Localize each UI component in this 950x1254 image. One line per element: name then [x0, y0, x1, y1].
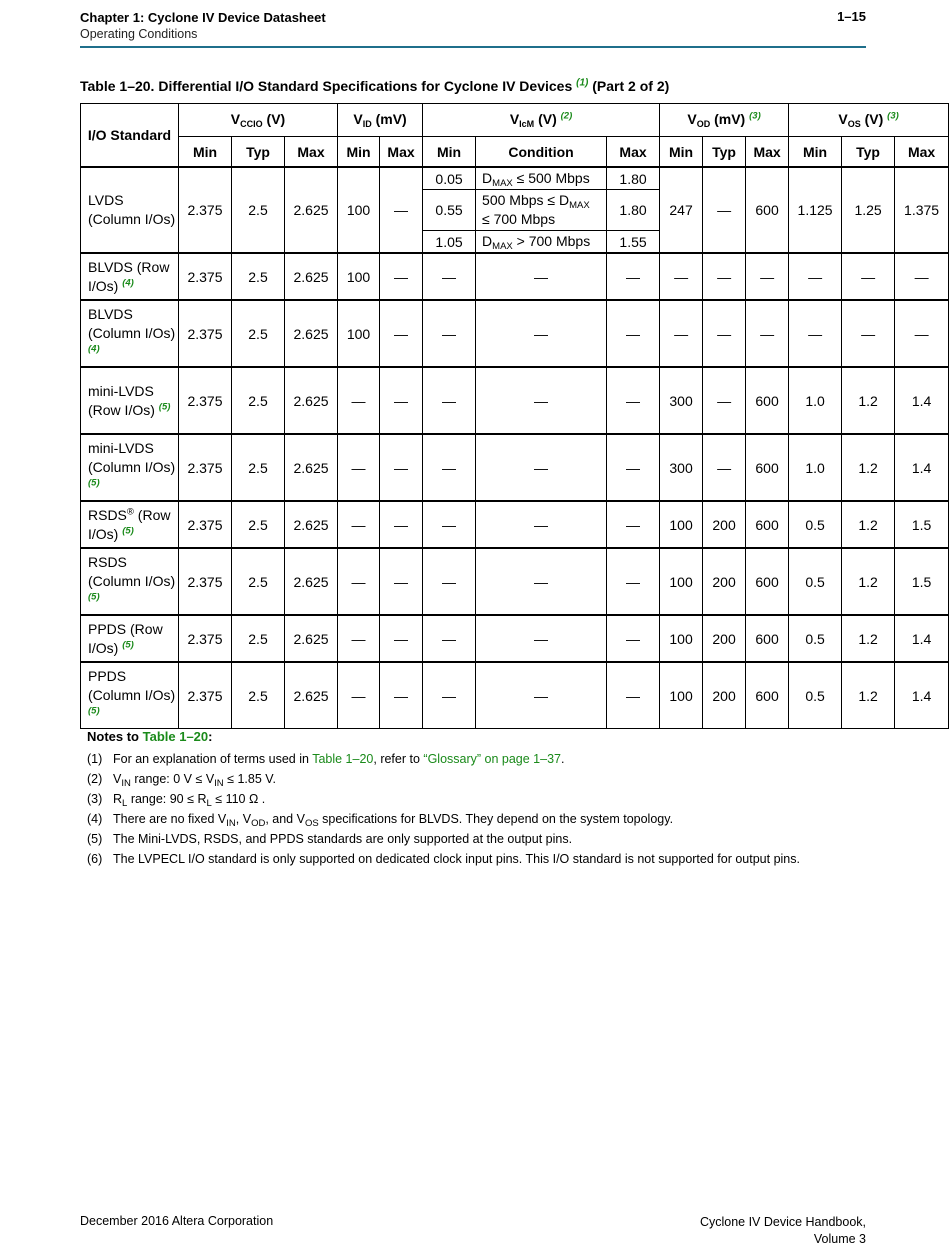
value-cell: 2.625 — [285, 253, 338, 300]
value-cell: — — [423, 253, 476, 300]
note-4: (4) There are no fixed $V_{IN}$, $V_{OD}$, and $V_{OS}$ specifications for BLVDS. They depend on the system topology. — [87, 812, 674, 829]
value-cell: — — [380, 662, 423, 729]
value-cell: — — [842, 300, 895, 367]
value-cell: 1.2 — [842, 615, 895, 662]
value-cell: — — [423, 501, 476, 548]
value-cell: 2.625 — [285, 367, 338, 434]
section-title: Operating Conditions — [80, 27, 198, 41]
sub-max: Max — [895, 137, 949, 168]
table-notes — [87, 729, 887, 869]
value-cell: 0.5 — [789, 662, 842, 729]
value-cell: — — [476, 548, 607, 615]
value-cell: — — [380, 501, 423, 548]
col-vid: $V_{ID}$ (mV) — [338, 104, 423, 137]
value-cell: — — [895, 253, 949, 300]
value-cell: 1.4 — [895, 434, 949, 501]
value-cell: 2.5 — [232, 167, 285, 253]
page-header — [80, 9, 326, 43]
value-cell: 600 — [746, 367, 789, 434]
value-cell: 1.375 — [895, 167, 949, 253]
value-cell: 1.25 — [842, 167, 895, 253]
table-row — [81, 501, 949, 548]
value-cell: 1.2 — [842, 367, 895, 434]
row-note-ref[interactable]: (4) — [88, 343, 100, 355]
value-cell: 1.4 — [895, 662, 949, 729]
value-cell: — — [607, 501, 660, 548]
io-standard-cell: PPDS (Row I/Os) $^{(5)}$ — [81, 615, 179, 662]
value-cell: 1.0 — [789, 367, 842, 434]
value-cell: 2.375 — [179, 300, 232, 367]
table-row-lvds — [81, 167, 949, 190]
value-cell: 2.375 — [179, 662, 232, 729]
note-6: (6) The LVPECL I/O standard is only supported on dedicated clock input pins. This I/O standard is not supported for output pins. — [87, 852, 800, 866]
value-cell: 247 — [660, 167, 703, 253]
value-cell: 1.5 — [895, 548, 949, 615]
value-cell: — — [842, 253, 895, 300]
value-cell: — — [607, 300, 660, 367]
note-1: (1) For an explanation of terms used in Table 1–20, refer to “Glossary” on page 1–37. — [87, 752, 565, 766]
value-cell: 1.2 — [842, 501, 895, 548]
value-cell: — — [338, 434, 380, 501]
value-cell: 2.5 — [232, 615, 285, 662]
row-note-ref[interactable]: (5) — [88, 591, 100, 603]
value-cell: — — [338, 501, 380, 548]
value-cell: 2.625 — [285, 615, 338, 662]
value-cell: 0.5 — [789, 548, 842, 615]
table-row — [81, 300, 949, 367]
value-cell: 2.375 — [179, 615, 232, 662]
col-vos: $V_{OS}$ (V) $^{(3)}$ — [789, 104, 949, 137]
value-cell: 2.5 — [232, 253, 285, 300]
value-cell: 2.625 — [285, 300, 338, 367]
value-cell: — — [476, 253, 607, 300]
value-cell: — — [895, 300, 949, 367]
value-cell: 2.375 — [179, 434, 232, 501]
footer-date: December 2016 Altera Corporation — [80, 1214, 274, 1228]
io-standard-cell: mini-LVDS (Column I/Os) $^{(5)}$ — [81, 434, 179, 501]
value-cell: 2.5 — [232, 662, 285, 729]
value-cell: — — [476, 367, 607, 434]
io-standard-cell: BLVDS (Row I/Os) $^{(4)}$ — [81, 253, 179, 300]
value-cell: — — [380, 434, 423, 501]
value-cell: — — [380, 615, 423, 662]
row-note-ref[interactable]: (5) — [122, 524, 134, 536]
value-cell: 600 — [746, 434, 789, 501]
value-cell: — — [660, 253, 703, 300]
value-cell: 1.2 — [842, 548, 895, 615]
glossary-link[interactable]: “Glossary” on page 1–37 — [423, 752, 561, 766]
value-cell: 2.375 — [179, 548, 232, 615]
value-cell: 2.625 — [285, 662, 338, 729]
vod-note-ref[interactable]: (3) — [749, 110, 761, 122]
sub-typ: Typ — [842, 137, 895, 168]
value-cell: — — [789, 300, 842, 367]
value-cell: — — [607, 434, 660, 501]
value-cell: 600 — [746, 167, 789, 253]
spec-table — [80, 103, 949, 729]
value-cell: — — [607, 615, 660, 662]
value-cell: 2.5 — [232, 300, 285, 367]
value-cell: 1.125 — [789, 167, 842, 253]
value-cell: 200 — [703, 501, 746, 548]
value-cell: 300 — [660, 367, 703, 434]
value-cell: 2.625 — [285, 501, 338, 548]
sub-min: Min — [789, 137, 842, 168]
sub-max: Max — [746, 137, 789, 168]
sub-min: Min — [660, 137, 703, 168]
value-cell: — — [380, 548, 423, 615]
caption-part: (Part 2 of 2) — [592, 78, 670, 94]
value-cell: 2.5 — [232, 434, 285, 501]
sub-max: Max — [285, 137, 338, 168]
value-cell: 200 — [703, 662, 746, 729]
value-cell: — — [423, 300, 476, 367]
value-cell: — — [607, 662, 660, 729]
value-cell: 200 — [703, 615, 746, 662]
row-note-ref[interactable]: (5) — [88, 477, 100, 489]
value-cell: — — [703, 434, 746, 501]
value-cell: 100 — [338, 253, 380, 300]
value-cell: — — [380, 300, 423, 367]
value-cell: 0.5 — [789, 501, 842, 548]
value-cell: — — [607, 548, 660, 615]
note-2: (2) $V_{IN}$ range: 0 $V \le V_{IN} \le 1.85$ V. — [87, 772, 276, 789]
value-cell: — — [607, 253, 660, 300]
value-cell: 2.375 — [179, 501, 232, 548]
value-cell: 100 — [660, 662, 703, 729]
value-cell: — — [423, 615, 476, 662]
value-cell: 2.5 — [232, 548, 285, 615]
value-cell: — — [703, 367, 746, 434]
col-vccio: $V_{CCIO}$ (V) — [179, 104, 338, 137]
sub-min: Min — [423, 137, 476, 168]
col-io-standard: I/O Standard — [81, 104, 179, 168]
value-cell: 2.375 — [179, 367, 232, 434]
chapter-title: Chapter 1: Cyclone IV Device Datasheet — [80, 10, 326, 25]
value-cell: 100 — [660, 501, 703, 548]
value-cell: — — [660, 300, 703, 367]
condition-cell: $D_{MAX} > 700$ Mbps — [476, 231, 607, 254]
value-cell: 100 — [338, 300, 380, 367]
value-cell: — — [746, 300, 789, 367]
sub-max: Max — [607, 137, 660, 168]
value-cell: — — [476, 615, 607, 662]
value-cell: 1.80 — [607, 190, 660, 231]
value-cell: — — [703, 300, 746, 367]
note-5: (5) The Mini-LVDS, RSDS, and PPDS standards are only supported at the output pins. — [87, 832, 573, 846]
header-rule — [80, 46, 866, 48]
value-cell: 600 — [746, 501, 789, 548]
value-cell: — — [380, 367, 423, 434]
value-cell: 600 — [746, 548, 789, 615]
table-row — [81, 367, 949, 434]
value-cell: — — [703, 253, 746, 300]
value-cell: 100 — [660, 548, 703, 615]
page-number: 1–15 — [837, 9, 866, 24]
value-cell: — — [476, 662, 607, 729]
value-cell: 0.5 — [789, 615, 842, 662]
table-row — [81, 253, 949, 300]
value-cell: 1.2 — [842, 662, 895, 729]
io-standard-cell: mini-LVDS (Row I/Os) $^{(5)}$ — [81, 367, 179, 434]
row-note-ref[interactable]: (4) — [122, 276, 134, 288]
sub-min: Min — [179, 137, 232, 168]
value-cell: — — [423, 548, 476, 615]
io-standard-cell: RSDS® (Row I/Os) $^{(5)}$ — [81, 501, 179, 548]
value-cell: — — [789, 253, 842, 300]
condition-cell: 500 Mbps ≤ $D_{MAX}$ ≤ 700 Mbps — [476, 190, 607, 231]
value-cell: 2.5 — [232, 367, 285, 434]
table-row — [81, 548, 949, 615]
value-cell: 1.0 — [789, 434, 842, 501]
value-cell: 2.625 — [285, 548, 338, 615]
value-cell: 300 — [660, 434, 703, 501]
sub-typ: Typ — [232, 137, 285, 168]
caption-note-ref[interactable]: (1) — [576, 77, 589, 89]
value-cell: 1.4 — [895, 615, 949, 662]
value-cell: 200 — [703, 548, 746, 615]
value-cell: — — [476, 300, 607, 367]
caption-title: Table 1–20. Differential I/O Standard Specifications for Cyclone IV Devices — [80, 78, 573, 94]
value-cell: — — [338, 548, 380, 615]
vos-note-ref[interactable]: (3) — [887, 110, 899, 122]
value-cell: — — [338, 367, 380, 434]
io-standard-cell: RSDS (Column I/Os) $^{(5)}$ — [81, 548, 179, 615]
table-link[interactable]: Table 1–20 — [142, 729, 209, 744]
value-cell: 2.625 — [285, 434, 338, 501]
value-cell: 600 — [746, 615, 789, 662]
value-cell: 2.375 — [179, 167, 232, 253]
value-cell: 1.55 — [607, 231, 660, 254]
table-link[interactable]: Table 1–20 — [312, 752, 374, 766]
value-cell: 100 — [660, 615, 703, 662]
value-cell: 2.625 — [285, 167, 338, 253]
row-note-ref[interactable]: (5) — [158, 400, 171, 412]
value-cell: 600 — [746, 662, 789, 729]
value-cell: 2.5 — [232, 501, 285, 548]
table-row — [81, 662, 949, 729]
value-cell: — — [476, 434, 607, 501]
value-cell: — — [380, 253, 423, 300]
value-cell: 0.05 — [423, 167, 476, 190]
value-cell: — — [423, 367, 476, 434]
table-row — [81, 615, 949, 662]
value-cell: 1.5 — [895, 501, 949, 548]
io-standard-cell: PPDS (Column I/Os) $^{(5)}$ — [81, 662, 179, 729]
value-cell: 1.80 — [607, 167, 660, 190]
footer-handbook: Cyclone IV Device Handbook, Volume 3 — [699, 1215, 866, 1246]
row-note-ref[interactable]: (5) — [122, 638, 134, 650]
value-cell: — — [746, 253, 789, 300]
value-cell: 1.05 — [423, 231, 476, 254]
condition-cell: $D_{MAX} \le 500$ Mbps — [476, 167, 607, 190]
value-cell: 0.55 — [423, 190, 476, 231]
table-row — [81, 434, 949, 501]
sub-typ: Typ — [703, 137, 746, 168]
value-cell: — — [607, 367, 660, 434]
value-cell: — — [476, 501, 607, 548]
io-standard-cell: BLVDS (Column I/Os) $^{(4)}$ — [81, 300, 179, 367]
row-note-ref[interactable]: (5) — [88, 705, 100, 717]
value-cell: — — [338, 662, 380, 729]
col-vod: $V_{OD}$ (mV) $^{(3)}$ — [660, 104, 789, 137]
value-cell: 1.2 — [842, 434, 895, 501]
value-cell: — — [380, 167, 423, 253]
sub-min: Min — [338, 137, 380, 168]
value-cell: 2.375 — [179, 253, 232, 300]
vicm-note-ref[interactable]: (2) — [560, 110, 573, 122]
value-cell: 100 — [338, 167, 380, 253]
note-3: (3) $R_L$ range: $90 \le R_L \le 110$ Ω . — [87, 792, 266, 809]
table-caption — [80, 78, 669, 94]
value-cell: — — [423, 662, 476, 729]
value-cell: — — [338, 615, 380, 662]
col-vicm: $V_{IcM}$ (V) $^{(2)}$ — [423, 104, 660, 137]
io-standard-cell: LVDS (Column I/Os) — [81, 167, 179, 253]
notes-title: Notes to Table 1–20: — [87, 729, 213, 744]
sub-condition: Condition — [476, 137, 607, 168]
sub-max: Max — [380, 137, 423, 168]
value-cell: 1.4 — [895, 367, 949, 434]
value-cell: — — [703, 167, 746, 253]
value-cell: — — [423, 434, 476, 501]
